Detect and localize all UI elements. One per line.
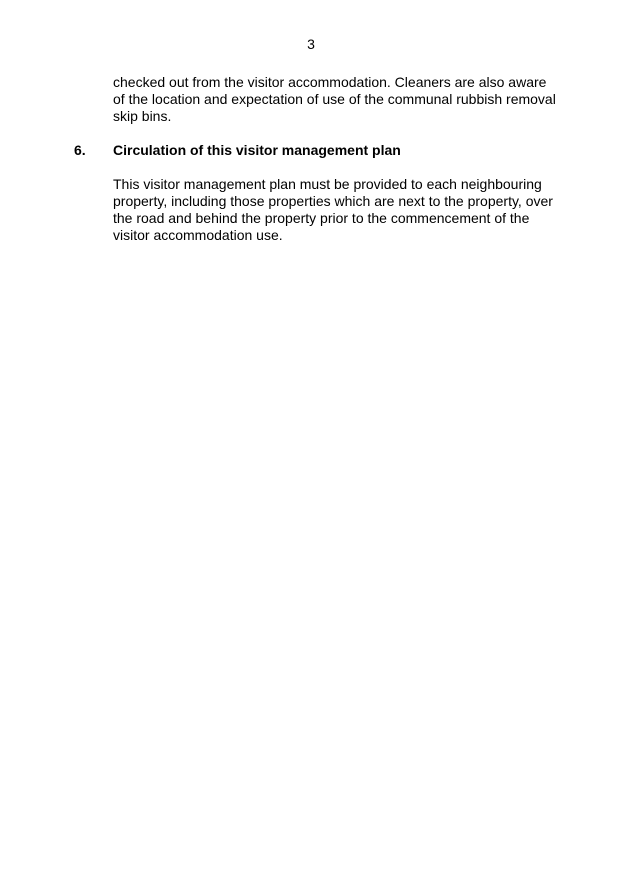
section-body-line: This visitor management plan must be provided to each neighbouring — [113, 176, 542, 192]
section-body — [113, 176, 553, 244]
page-number: 3 — [307, 36, 315, 52]
section-body-line: the road and behind the property prior to the commencement of the — [113, 210, 530, 226]
paragraph-line: of the location and expectation of use of the communal rubbish removal — [113, 91, 556, 107]
continued-paragraph — [113, 74, 556, 125]
section-number: 6. — [74, 142, 86, 158]
section-body-line: property, including those properties which are next to the property, over — [113, 193, 553, 209]
paragraph-line: skip bins. — [113, 108, 172, 124]
paragraph-line: checked out from the visitor accommodation. Cleaners are also aware — [113, 74, 547, 90]
section-body-line: visitor accommodation use. — [113, 227, 283, 243]
section-heading: Circulation of this visitor management plan — [113, 142, 401, 158]
